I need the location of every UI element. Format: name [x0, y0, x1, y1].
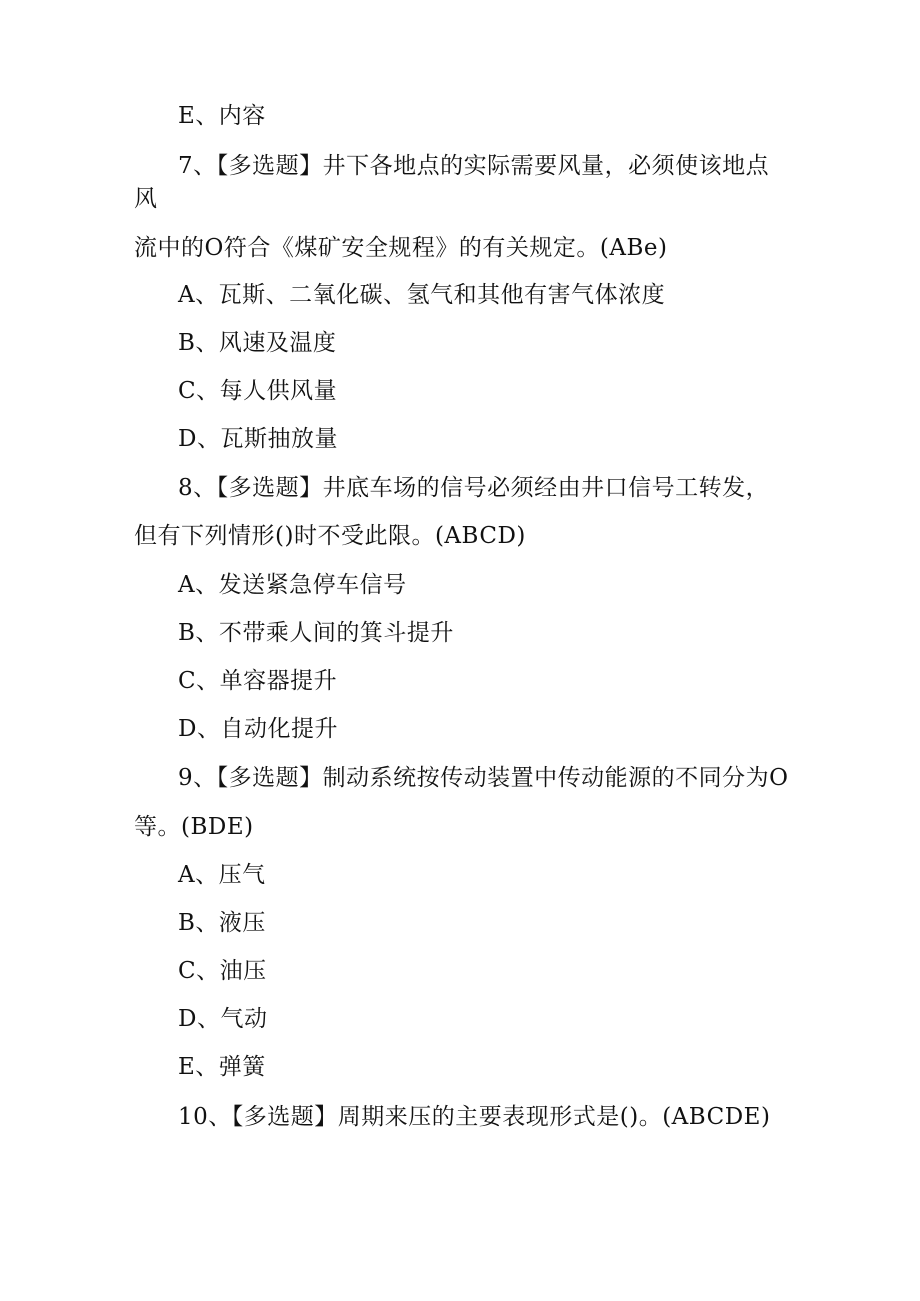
- question-8-option-b: B、不带乘人间的箕斗提升: [178, 620, 454, 646]
- question-8-option-d: D、自动化提升: [178, 716, 338, 742]
- question-9-option-e: E、弹簧: [178, 1054, 266, 1080]
- question-8-option-a: A、发送紧急停车信号: [178, 572, 407, 598]
- question-9-option-a: A、压气: [178, 862, 266, 888]
- question-8-option-c: C、单容器提升: [178, 668, 338, 694]
- question-9-option-d: D、气动: [178, 1006, 268, 1032]
- question-7-line-2: 风: [134, 186, 158, 212]
- question-7-option-a: A、瓦斯、二氧化碳、氢气和其他有害气体浓度: [178, 282, 666, 308]
- question-8-line-1: 8、【多选题】井底车场的信号必须经由井口信号工转发，: [178, 475, 770, 501]
- question-7-option-b: B、风速及温度: [178, 330, 337, 356]
- question-7-line-1: 7、【多选题】井下各地点的实际需要风量，必须使该地点: [178, 153, 770, 179]
- question-9-option-c: C、油压: [178, 958, 267, 984]
- question-7-line-3: 流中的O符合《煤矿安全规程》的有关规定。(ABe): [134, 235, 668, 261]
- question-9-line-2: 等。(BDE): [134, 814, 254, 840]
- question-8-line-2: 但有下列情形()时不受此限。(ABCD): [134, 523, 526, 549]
- question-9-option-b: B、液压: [178, 910, 266, 936]
- question-7-option-d: D、瓦斯抽放量: [178, 426, 338, 452]
- option-e-previous: E、内容: [178, 103, 266, 129]
- question-10-line-1: 10、【多选题】周期来压的主要表现形式是()。(ABCDE): [178, 1104, 771, 1130]
- question-7-option-c: C、每人供风量: [178, 378, 338, 404]
- question-9-line-1: 9、【多选题】制动系统按传动装置中传动能源的不同分为O: [178, 765, 789, 791]
